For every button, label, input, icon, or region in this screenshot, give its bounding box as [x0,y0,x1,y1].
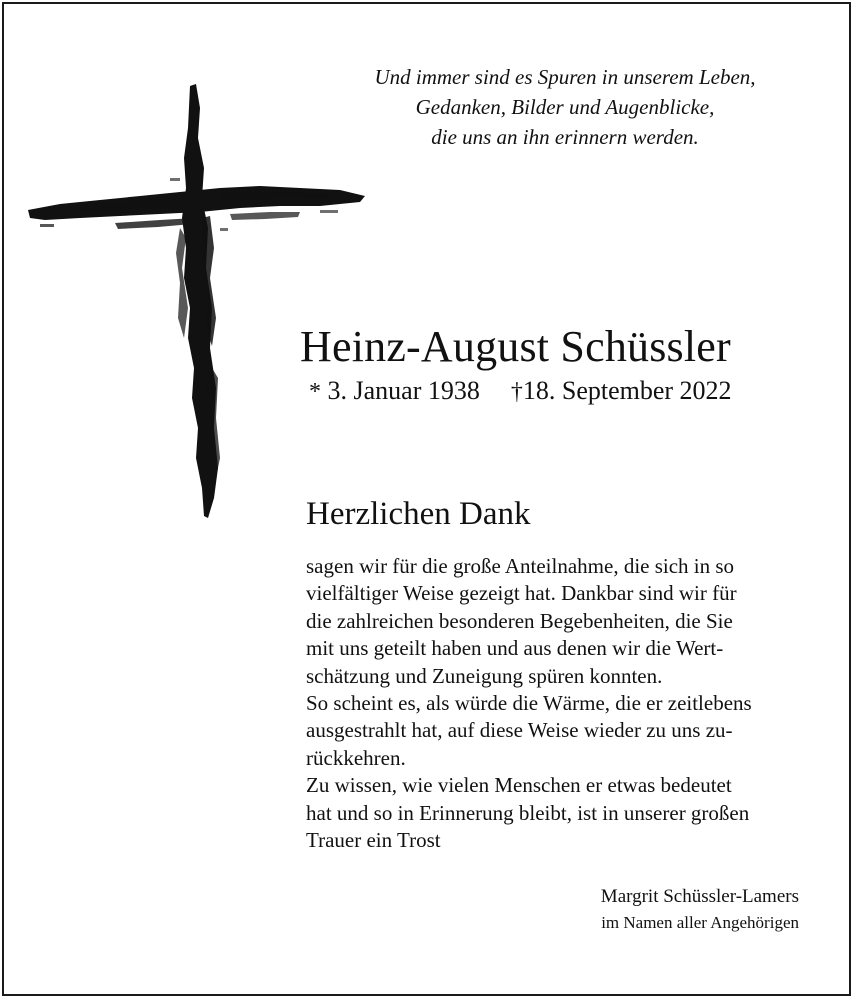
death-date: 18. September 2022 [522,376,732,405]
signature-subtitle: im Namen aller Angehörigen [601,913,799,932]
death-symbol: † [510,379,523,405]
body-line: mit uns geteilt haben und aus denen wir die Wert- [306,636,724,661]
birth-symbol: * [309,379,321,405]
quote-line: die uns an ihn erinnern werden. [431,125,699,149]
quote-line: Gedanken, Bilder und Augenblicke, [415,95,715,119]
body-line: rückkehren. [306,745,406,770]
body-line: ausgestrahlt hat, auf diese Weise wieder zu uns zu- [306,718,733,743]
body-line: So scheint es, als würde die Wärme, die er zeitlebens [306,691,752,716]
signature-name: Margrit Schüssler-Lamers [600,886,799,907]
body-line: schätzung und Zuneigung spüren konnten. [306,663,663,688]
birth-date: 3. Januar 1938 [327,376,480,405]
thanks-heading: Herzlichen Dank [306,496,531,532]
body-line: Trauer ein Trost [306,828,441,853]
cross-icon [20,78,380,528]
quote-line: Und immer sind es Spuren in unserem Leben, [374,65,756,89]
body-line: die zahlreichen besonderen Begebenheiten, die Sie [306,608,733,633]
body-line: sagen wir für die große Anteilnahme, die sich in so [306,554,735,578]
life-dates [309,374,789,409]
thanks-body [306,553,806,854]
body-line: hat und so in Erinnerung bleibt, ist in unserer großen [306,800,750,825]
deceased-name: Heinz-August Schüssler [300,322,731,371]
body-line: vielfältiger Weise gezeigt hat. Dankbar sind wir für [306,581,737,606]
body-line: Zu wissen, wie vielen Menschen er etwas bedeutet [306,773,732,798]
memorial-quote [330,62,800,152]
signature-block [601,884,799,936]
